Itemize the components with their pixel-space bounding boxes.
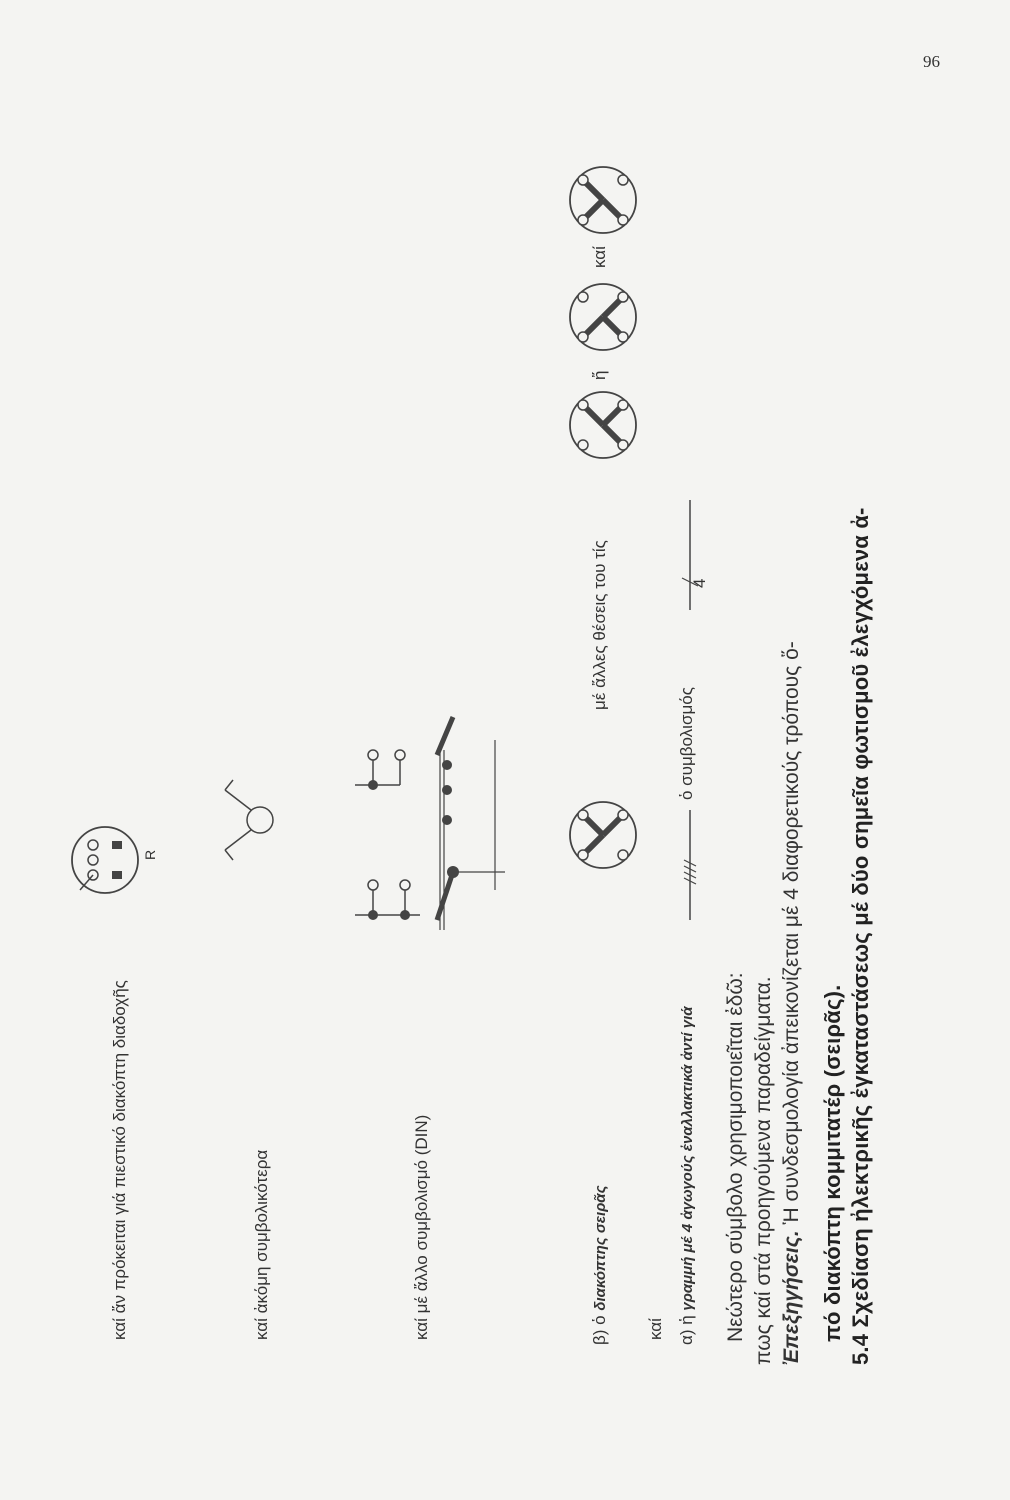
push-switch-text: καί ἄν πρόκειται γιά πιεστικό διακόπτη διαδοχῆς <box>110 980 129 1340</box>
item-b-emph: διακόπτης σειρᾶς <box>592 1185 609 1311</box>
series-switch-position-3-symbol <box>568 282 638 352</box>
item-b-prefix: β) ὁ <box>590 1310 609 1345</box>
series-switch-position-4-symbol <box>568 165 638 235</box>
push-switch-r-label: R <box>142 849 158 860</box>
or-text: ἤ <box>590 370 609 380</box>
four-wire-line-symbol <box>680 810 700 920</box>
and-text: καί <box>590 246 609 268</box>
item-a-emph: γραμμή μέ 4 ἀγωγούς ἐναλλακτικά ἀντί γιά <box>679 1006 696 1311</box>
item-a-middle-text: ὁ συμβολισμός <box>677 687 696 800</box>
section-title-line2: πό διακόπτη κομμιτατέρ (σειρᾶς). <box>820 984 845 1342</box>
item-b-text <box>590 1185 610 1345</box>
explanation-label: Ἐπεξηγήσεις. <box>780 1230 803 1365</box>
push-switch-symbol <box>60 815 140 905</box>
more-symbolic-text: καί ἀκόμη συμβολικότερα <box>252 1149 271 1340</box>
page-number: 96 <box>923 52 940 71</box>
item-a-text <box>677 1006 697 1345</box>
single-line-with-slash-symbol <box>680 500 710 610</box>
series-switch-symbol <box>568 800 638 870</box>
explanation-line2: πως καί στά προηγούμενα παραδείγματα. <box>752 976 775 1365</box>
explanation-line1 <box>780 641 804 1365</box>
item-a-prefix: α) ἡ <box>677 1310 696 1345</box>
explanation-line3: Νεώτερο σύμβολο χρησιμοποιεῖται ἐδῶ: <box>724 972 747 1342</box>
other-positions-text: μέ ἄλλες θέσεις του τίς <box>590 540 609 710</box>
symbolic-switch-glyph <box>215 780 285 860</box>
din-symbol-text: καί μέ ἄλλο συμβολισμό (DIN) <box>412 1114 431 1340</box>
kai-connector-1: καί <box>646 1318 665 1340</box>
series-switch-position-2-symbol <box>568 390 638 460</box>
din-switch-diagram <box>345 730 515 940</box>
section-title-line1: 5.4 Σχεδίαση ἠλεκτρικῆς ἐγκαταστάσεως μέ δύο σημεῖα φωτισμοῦ ἐλεγχόμενα ἀ- <box>848 507 873 1365</box>
slash-count-label: 4 <box>690 578 709 588</box>
explanation-text: Ἡ συνδεσμολογία ἀπεικονίζεται μέ 4 διαφορετικούς τρόπους ὅ- <box>780 641 803 1231</box>
